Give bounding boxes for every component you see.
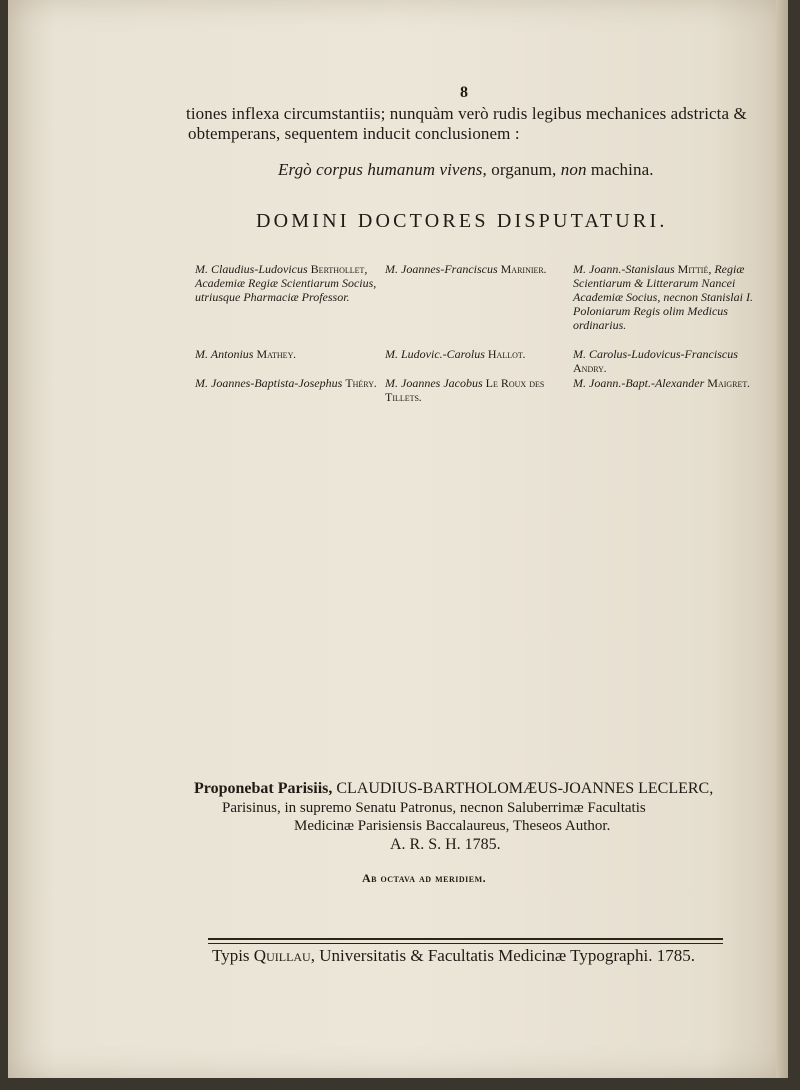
author-line-3: Medicinæ Parisiensis Baccalaureus, Theseos Author. — [294, 818, 611, 834]
hours-line: Ab octava ad meridiem. — [362, 871, 487, 885]
printer-line: Typis Quillau, Universitatis & Facultatis Medicinæ Typographi. 1785. — [212, 946, 695, 965]
author-name: CLAUDIUS-BARTHOLOMÆUS-JOANNES LECLERC, — [336, 780, 714, 797]
printer-name: Quillau — [253, 946, 311, 965]
doctors-heading: DOMINI DOCTORES DISPUTATURI. — [256, 210, 668, 232]
proponebat-lead: Proponebat Parisiis, — [194, 780, 337, 797]
conclusion-organum: , organum, — [482, 160, 561, 179]
document-page — [8, 0, 788, 1078]
conclusion — [278, 160, 654, 180]
date-line: A. R. S. H. 1785. — [390, 836, 501, 853]
doctor-andry: M. Carolus-Ludovicus-Franciscus Andry. — [573, 347, 738, 375]
conclusion-machina: machina. — [586, 160, 654, 179]
doctor-maigret: M. Joann.-Bapt.-Alexander Maigret. — [573, 376, 751, 390]
doctor-mathey: M. Antonius Mathey. — [195, 347, 297, 361]
doctor-le-roux: M. Joannes Jacobus Le Roux des Tillets. — [385, 376, 545, 404]
page-edge — [776, 0, 788, 1078]
doctor-thery: M. Joannes-Baptista-Josephus Théry. — [195, 376, 377, 390]
double-rule — [208, 938, 723, 944]
body-line-2: obtemperans, sequentem inducit conclusionem : — [188, 124, 520, 143]
conclusion-non: non — [560, 160, 587, 179]
doctor-mittie: M. Joann.-Stanislaus Mittié, Regiæ Scientiarum & Litterarum Nancei Academiæ Socius, necnon Stanislai I. Poloniarum Regis olim Medicus ordinarius. — [573, 262, 753, 332]
page-number: 8 — [460, 84, 468, 101]
doctor-berthollet: M. Claudius-Ludovicus Berthollet, Academiæ Regiæ Scientiarum Socius, utriusque Pharmaciæ Professor. — [195, 262, 377, 304]
conclusion-ergo: Ergò corpus humanum vivens — [278, 160, 483, 179]
doctor-marinier: M. Joannes-Franciscus Marinier. — [385, 262, 547, 276]
author-line-2: Parisinus, in supremo Senatu Patronus, necnon Saluberrimæ Facultatis — [222, 800, 646, 816]
doctor-hallot: M. Ludovic.-Carolus Hallot. — [385, 347, 526, 361]
body-line-1: tiones inflexa circumstantiis; nunquàm verò rudis legibus mechanices adstricta & — [186, 104, 747, 123]
proponebat-line — [194, 780, 713, 798]
